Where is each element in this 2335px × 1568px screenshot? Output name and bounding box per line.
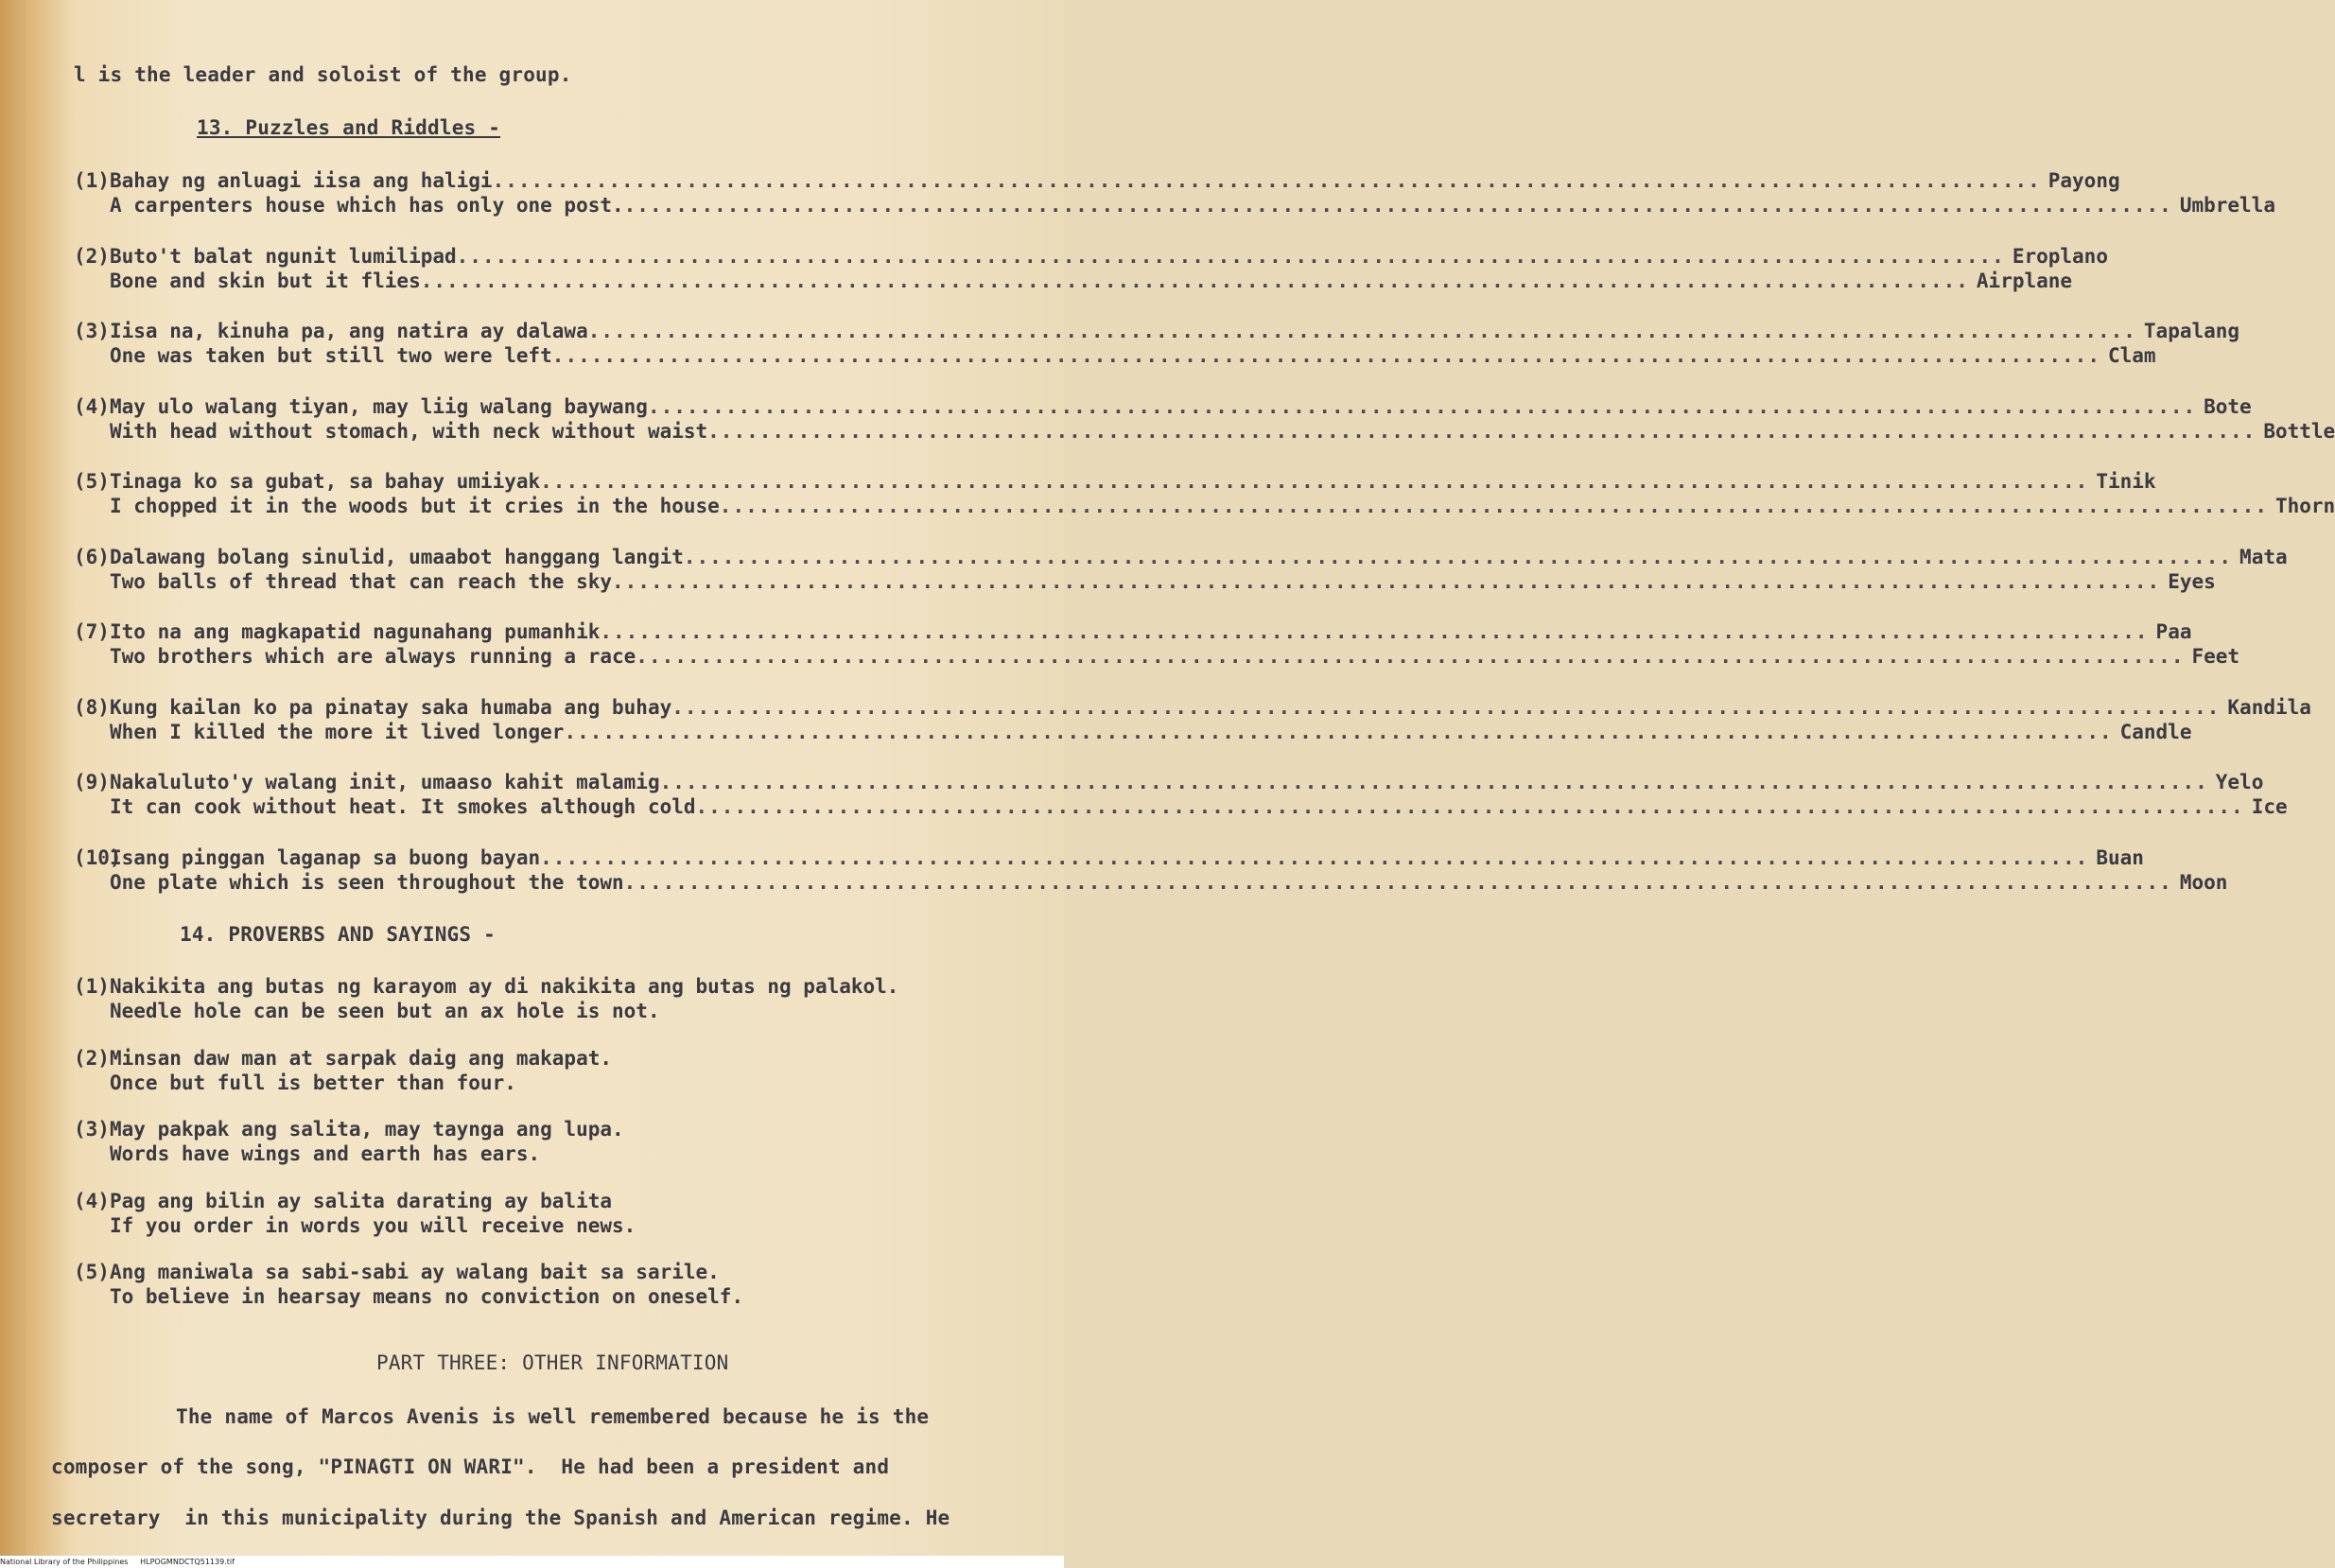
proverb-english: To believe in hearsay means no conviction on oneself. [110, 1285, 744, 1308]
riddle-answer-english: Umbrella [2179, 194, 2275, 217]
riddle-item [74, 770, 2288, 819]
proverb-tagalog: Pag ang bilin ay salita darating ay balita [110, 1190, 613, 1212]
paragraph-line: composer of the song, "PINAGTI ON WARI". He had been a president and [51, 1455, 890, 1478]
riddle-english: With head without stomach, with neck without waist [110, 420, 708, 443]
riddle-item [74, 619, 2240, 669]
riddle-number [74, 269, 110, 293]
riddle-english: I chopped it in the woods but it cries in the house [110, 495, 720, 517]
dot-leader: ........................................................................................................................ [456, 245, 2005, 268]
riddle-answer-english: Clam [2107, 344, 2156, 367]
proverb-number [74, 1141, 110, 1166]
part-three-heading: PART THREE: OTHER INFORMATION [376, 1351, 729, 1374]
proverb-english: Needle hole can be seen but an ax hole is not. [110, 1000, 660, 1022]
riddle-answer-tagalog: Mata [2239, 546, 2288, 568]
riddle-english: When I killed the more it lived longer [110, 721, 565, 743]
riddle-answer-tagalog: Tapalang [2143, 320, 2240, 342]
riddle-answer-english: Moon [2179, 871, 2228, 894]
riddle-answer-english: Airplane [1976, 270, 2073, 292]
dot-leader: ........................................................................................................................ [623, 871, 2172, 894]
riddle-tagalog: Kung kailan ko pa pinatay saka humaba ang buhay [110, 696, 672, 719]
riddle-number: (10) [74, 846, 122, 869]
proverb-item [74, 1189, 1001, 1238]
proverb-tagalog: May pakpak ang salita, may taynga ang lupa. [110, 1118, 624, 1141]
proverb-english: If you order in words you will receive news. [110, 1214, 636, 1237]
riddle-item [74, 394, 2335, 444]
riddle-item [74, 244, 2108, 293]
section-14-heading: 14. PROVERBS AND SAYINGS - [180, 923, 496, 946]
dot-leader: ........................................................................................................................ [420, 270, 1969, 292]
riddle-number [74, 794, 110, 819]
riddle-answer-english: Bottle [2263, 420, 2335, 443]
top-line: l is the leader and soloist of the group. [74, 63, 572, 86]
riddle-number: (7) [74, 620, 110, 643]
riddle-number: (8) [74, 696, 110, 719]
proverb-number [74, 999, 110, 1023]
dot-leader: ........................................................................................................................ [540, 846, 2089, 869]
riddle-answer-tagalog: Buan [2096, 846, 2144, 869]
riddle-answer-tagalog: Kandila [2227, 696, 2311, 719]
riddle-english: Two balls of thread that can reach the sky [110, 570, 613, 593]
dot-leader: ........................................................................................................................ [551, 344, 2100, 367]
riddle-number [74, 419, 110, 444]
riddle-number [74, 494, 110, 518]
dot-leader: ........................................................................................................................ [719, 495, 2268, 517]
riddle-answer-tagalog: Payong [2047, 169, 2120, 192]
proverb-number: (3) [74, 1118, 110, 1141]
riddle-answer-english: Feet [2191, 645, 2240, 668]
proverb-tagalog: Ang maniwala sa sabi-sabi ay walang bait sa sarile. [110, 1261, 720, 1283]
riddle-answer-tagalog: Paa [2155, 620, 2192, 643]
riddle-answer-tagalog: Yelo [2215, 771, 2264, 793]
dot-leader: ........................................................................................................................ [492, 169, 2041, 192]
riddle-tagalog: Isang pinggan laganap sa buong bayan [110, 846, 541, 869]
riddle-tagalog: Nakaluluto'y walang init, umaaso kahit malamig [110, 771, 660, 793]
riddle-answer-english: Ice [2251, 795, 2288, 818]
riddle-tagalog: Ito na ang magkapatid nagunahang pumanhik [110, 620, 601, 643]
riddle-tagalog: Dalawang bolang sinulid, umaabot hanggang langit [110, 546, 684, 568]
riddle-answer-tagalog: Eroplano [2012, 245, 2108, 268]
dot-leader: ........................................................................................................................ [587, 320, 2136, 342]
proverb-item [74, 1260, 1001, 1309]
proverb-number: (4) [74, 1190, 110, 1212]
riddle-tagalog: Buto't balat ngunit lumilipad [110, 245, 457, 268]
paragraph-line: secretary in this municipality during the Spanish and American regime. He [51, 1507, 950, 1529]
proverb-english: Words have wings and earth has ears. [110, 1142, 541, 1165]
riddle-number [74, 720, 110, 744]
riddle-item [74, 469, 2335, 518]
dot-leader: ........................................................................................................................ [540, 470, 2089, 493]
dot-leader: ........................................................................................................................ [683, 546, 2233, 568]
riddle-item [74, 319, 2240, 368]
proverb-tagalog: Minsan daw man at sarpak daig ang makapat. [110, 1047, 613, 1070]
riddle-item [74, 168, 2275, 218]
archive-footer: National Library of the Philippines HLPOGMNDCTQ51139.tif [0, 1556, 1064, 1568]
proverb-tagalog: Nakikita ang butas ng karayom ay di nakikita ang butas ng palakol. [110, 975, 899, 998]
riddle-item [74, 545, 2288, 594]
dot-leader: ........................................................................................................................ [623, 194, 2172, 217]
riddle-english: A carpenters house which has only one post. [110, 194, 624, 217]
riddle-number [74, 193, 110, 218]
dot-leader: ........................................................................................................................ [707, 420, 2257, 443]
proverb-number: (1) [74, 975, 110, 998]
dot-leader: ........................................................................................................................ [564, 721, 2113, 743]
proverb-item [74, 1117, 1001, 1166]
riddle-english: Two brothers which are always running a race [110, 645, 636, 668]
riddle-number: (1) [74, 169, 110, 192]
dot-leader: ........................................................................................................................ [600, 620, 2149, 643]
dot-leader: ........................................................................................................................ [636, 645, 2185, 668]
proverb-item [74, 974, 1001, 1023]
proverb-number: (5) [74, 1261, 110, 1283]
riddle-answer-tagalog: Bote [2204, 395, 2252, 418]
section-13-heading: 13. Puzzles and Riddles - [197, 116, 501, 139]
riddle-number: (5) [74, 470, 110, 493]
riddle-number: (9) [74, 771, 110, 793]
riddle-english: One was taken but still two were left [110, 344, 552, 367]
riddle-number [74, 870, 110, 895]
riddle-english: It can cook without heat. It smokes although cold [110, 795, 696, 818]
proverb-number [74, 1071, 110, 1095]
proverb-english: Once but full is better than four. [110, 1071, 516, 1094]
riddle-number [74, 569, 110, 594]
proverb-number [74, 1284, 110, 1309]
dot-leader: ........................................................................................................................ [671, 696, 2221, 719]
paragraph-line: The name of Marcos Avenis is well remembered because he is the [176, 1405, 930, 1428]
riddle-tagalog: May ulo walang tiyan, may liig walang baywang [110, 395, 648, 418]
riddle-english: One plate which is seen throughout the town [110, 871, 624, 894]
riddle-answer-english: Eyes [2168, 570, 2216, 593]
dot-leader: ........................................................................................................................ [695, 795, 2244, 818]
proverb-number [74, 1213, 110, 1238]
riddle-number: (6) [74, 546, 110, 568]
riddle-answer-tagalog: Tinik [2096, 470, 2156, 493]
riddle-answer-english: Candle [2119, 721, 2192, 743]
riddle-answer-english: Thorn [2274, 495, 2335, 517]
riddle-item [74, 695, 2311, 744]
riddle-number: (2) [74, 245, 110, 268]
riddle-tagalog: Tinaga ko sa gubat, sa bahay umiiyak [110, 470, 541, 493]
proverb-item [74, 1046, 1001, 1095]
riddle-item [74, 845, 2228, 895]
proverb-number: (2) [74, 1047, 110, 1070]
riddle-tagalog: Bahay ng anluagi iisa ang haligi [110, 169, 493, 192]
riddle-number [74, 644, 110, 669]
dot-leader: ........................................................................................................................ [647, 395, 2197, 418]
riddle-number [74, 343, 110, 368]
dot-leader: ........................................................................................................................ [659, 771, 2208, 793]
riddle-number: (3) [74, 320, 110, 342]
riddle-number: (4) [74, 395, 110, 418]
riddle-english: Bone and skin but it flies [110, 270, 421, 292]
dot-leader: ........................................................................................................................ [612, 570, 2161, 593]
riddle-tagalog: Iisa na, kinuha pa, ang natira ay dalawa [110, 320, 588, 342]
